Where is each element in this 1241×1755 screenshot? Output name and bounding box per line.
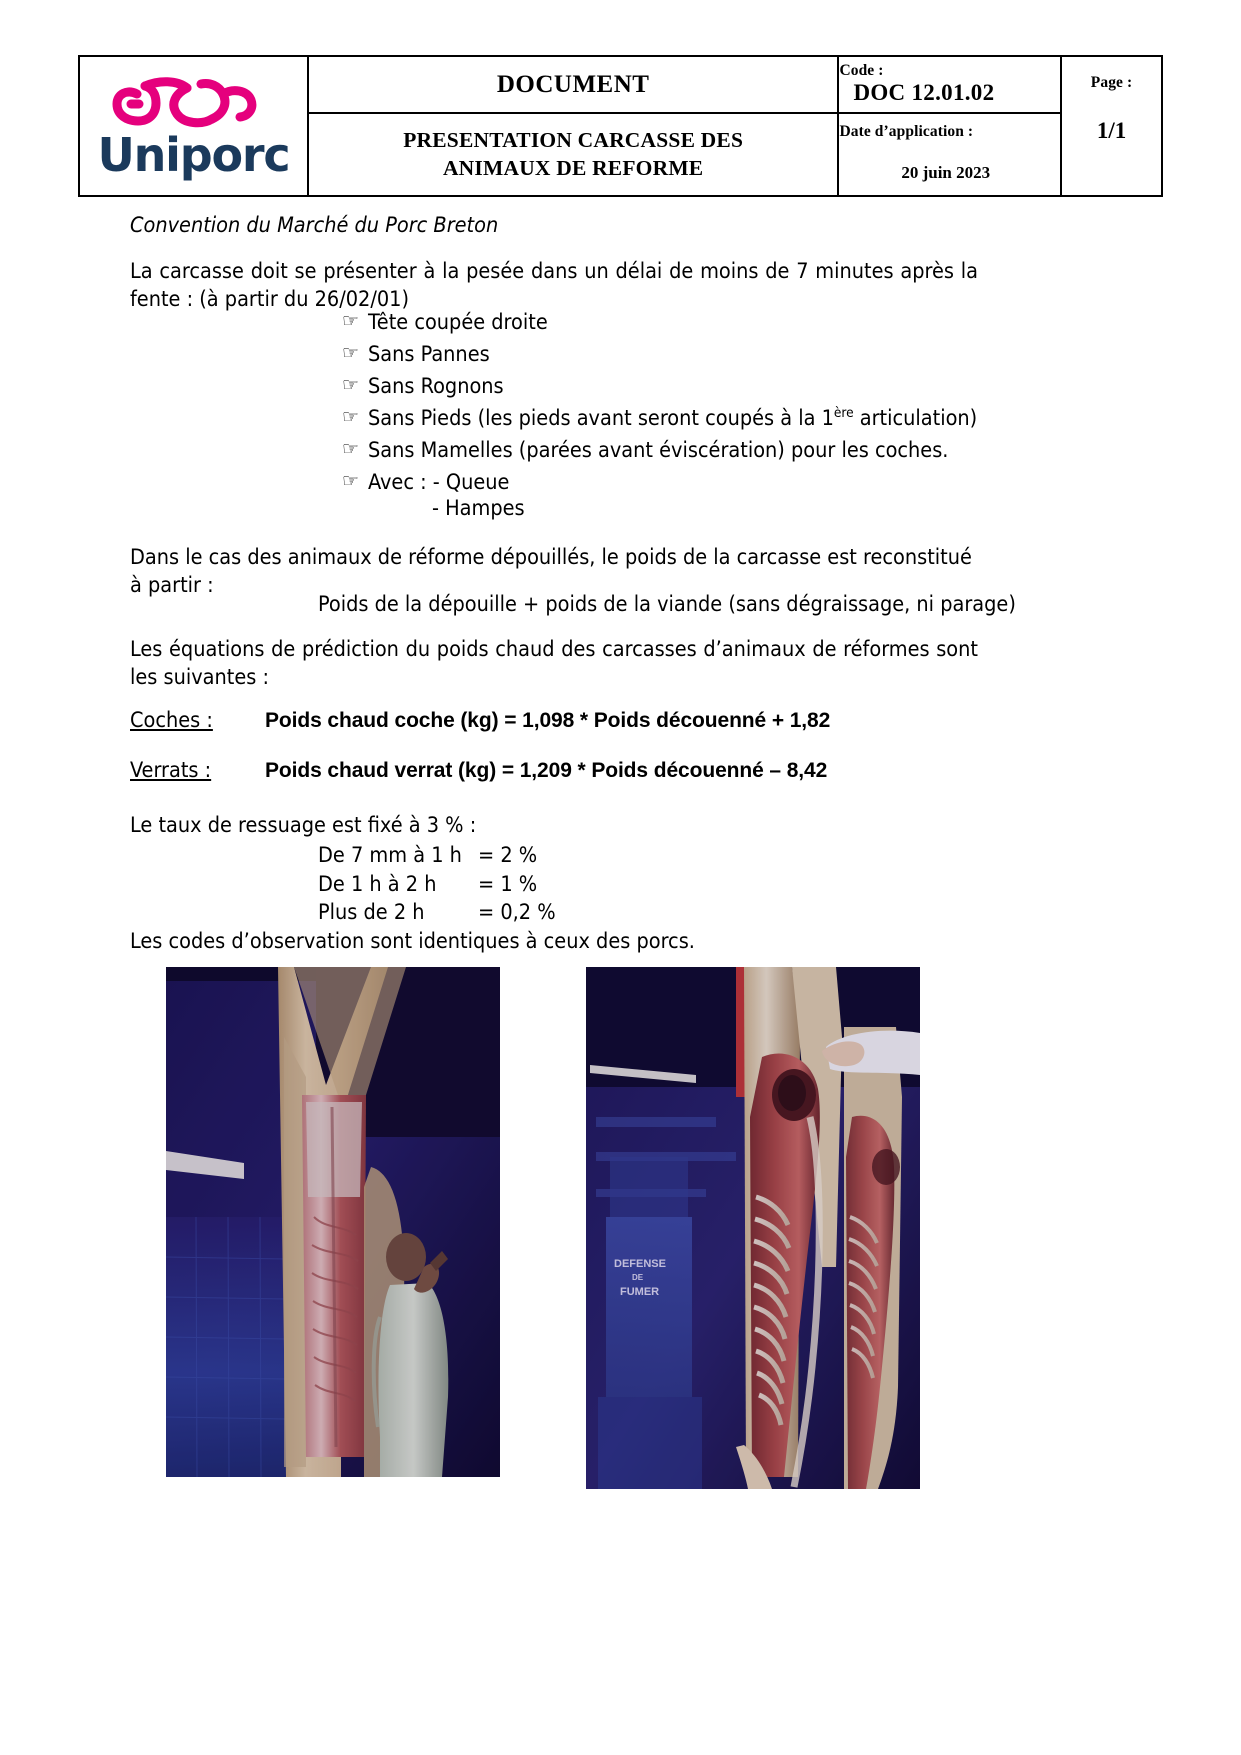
page-value: 1/1 xyxy=(1096,117,1127,143)
date-value: 20 juin 2023 xyxy=(901,163,991,183)
equation-coches xyxy=(130,708,1030,733)
list-item xyxy=(342,404,1042,434)
date-cell xyxy=(838,113,1061,196)
pointing-hand-icon: ☞ xyxy=(342,310,360,332)
carcass-photo-right xyxy=(586,967,920,1489)
list-item-label: Sans Rognons xyxy=(368,374,504,399)
ressuage-range: De 1 h à 2 h xyxy=(318,871,437,897)
document-subject-line1: PRESENTATION CARCASSE DES xyxy=(403,128,744,152)
document-subject-cell xyxy=(308,113,839,196)
table-row xyxy=(318,871,556,900)
ressuage-intro: Le taux de ressuage est fixé à 3 % : xyxy=(130,813,477,838)
hampes-line: - Hampes xyxy=(432,496,525,521)
svg-text:DE: DE xyxy=(632,1273,644,1282)
carcass-photo-left xyxy=(166,967,500,1477)
svg-text:FUMER: FUMER xyxy=(620,1286,660,1298)
ressuage-range: De 7 mm à 1 h xyxy=(318,843,462,868)
carcass-photo-left-image xyxy=(166,967,500,1477)
page-cell xyxy=(1061,56,1162,196)
equations-intro: Les équations de prédiction du poids chaud des carcasses d’animaux de réformes sont les suivantes : xyxy=(130,637,978,691)
equation-coches-label: Coches : xyxy=(130,708,213,733)
equation-verrats-formula: Poids chaud verrat (kg) = 1,209 * Poids découenné – 8,42 xyxy=(265,759,828,782)
ressuage-table xyxy=(318,842,556,928)
svg-text:DEFENSE: DEFENSE xyxy=(614,1258,666,1270)
page-label: Page : xyxy=(1090,73,1133,91)
document-subject-line2: ANIMAUX DE REFORME xyxy=(442,156,704,181)
carcass-photo-right-image xyxy=(586,967,920,1489)
table-row xyxy=(318,842,556,871)
list-item xyxy=(342,468,1042,498)
uniporc-pig-loop-logo-icon xyxy=(107,74,259,136)
ressuage-value: = 1 % xyxy=(478,871,538,897)
document-subject xyxy=(309,114,838,195)
ressuage-range: Plus de 2 h xyxy=(318,900,425,926)
ressuage-value: = 0,2 % xyxy=(478,900,556,926)
logo-wordmark: Uniporc xyxy=(97,127,290,182)
depouilles-paragraph: Dans le cas des animaux de réforme dépouillés, le poids de la carcasse est reconstitué à partir : xyxy=(130,545,972,599)
list-item-label: Tête coupée droite xyxy=(368,310,548,335)
list-item xyxy=(342,340,1042,370)
list-item-label: Sans Mamelles (parées avant éviscération) pour les coches. xyxy=(368,438,949,463)
equation-coches-formula: Poids chaud coche (kg) = 1,098 * Poids découenné + 1,82 xyxy=(265,709,831,732)
pointing-hand-icon: ☞ xyxy=(342,342,360,364)
ressuage-value: = 2 % xyxy=(478,843,538,868)
code-label: Code : xyxy=(839,62,884,79)
depouilles-formula: Poids de la dépouille + poids de la viande (sans dégraissage, ni parage) xyxy=(318,592,1016,617)
list-item xyxy=(342,308,1042,338)
table-row xyxy=(318,899,556,928)
intro-paragraph: La carcasse doit se présenter à la pesée dans un délai de moins de 7 minutes après la fente : (à partir du 26/02/01) xyxy=(130,259,978,313)
requirements-list xyxy=(342,308,1042,500)
list-item xyxy=(342,436,1042,466)
logo-cell xyxy=(79,56,308,196)
list-item xyxy=(342,372,1042,402)
date-label: Date d’application : xyxy=(839,123,974,141)
list-item-label: Avec : - Queue xyxy=(368,470,510,495)
code-value: DOC 12.01.02 xyxy=(853,80,995,105)
code-cell xyxy=(838,56,1061,113)
document-header-table xyxy=(78,55,1163,197)
uniporc-logo xyxy=(97,74,290,182)
equation-verrats-label: Verrats : xyxy=(130,758,212,783)
equation-verrats xyxy=(130,758,1030,783)
list-item-label: Sans Pannes xyxy=(368,342,490,367)
document-label-cell xyxy=(308,56,839,113)
pointing-hand-icon: ☞ xyxy=(342,438,360,460)
pointing-hand-icon: ☞ xyxy=(342,374,360,396)
codes-observation-line: Les codes d’observation sont identiques à ceux des porcs. xyxy=(130,929,695,954)
pointing-hand-icon: ☞ xyxy=(342,406,360,428)
convention-line: Convention du Marché du Porc Breton xyxy=(130,213,499,238)
document-label: DOCUMENT xyxy=(496,71,650,98)
list-item-label: Sans Pieds (les pieds avant seront coupés à la 1ère articulation) xyxy=(368,405,978,432)
pointing-hand-icon: ☞ xyxy=(342,470,360,492)
